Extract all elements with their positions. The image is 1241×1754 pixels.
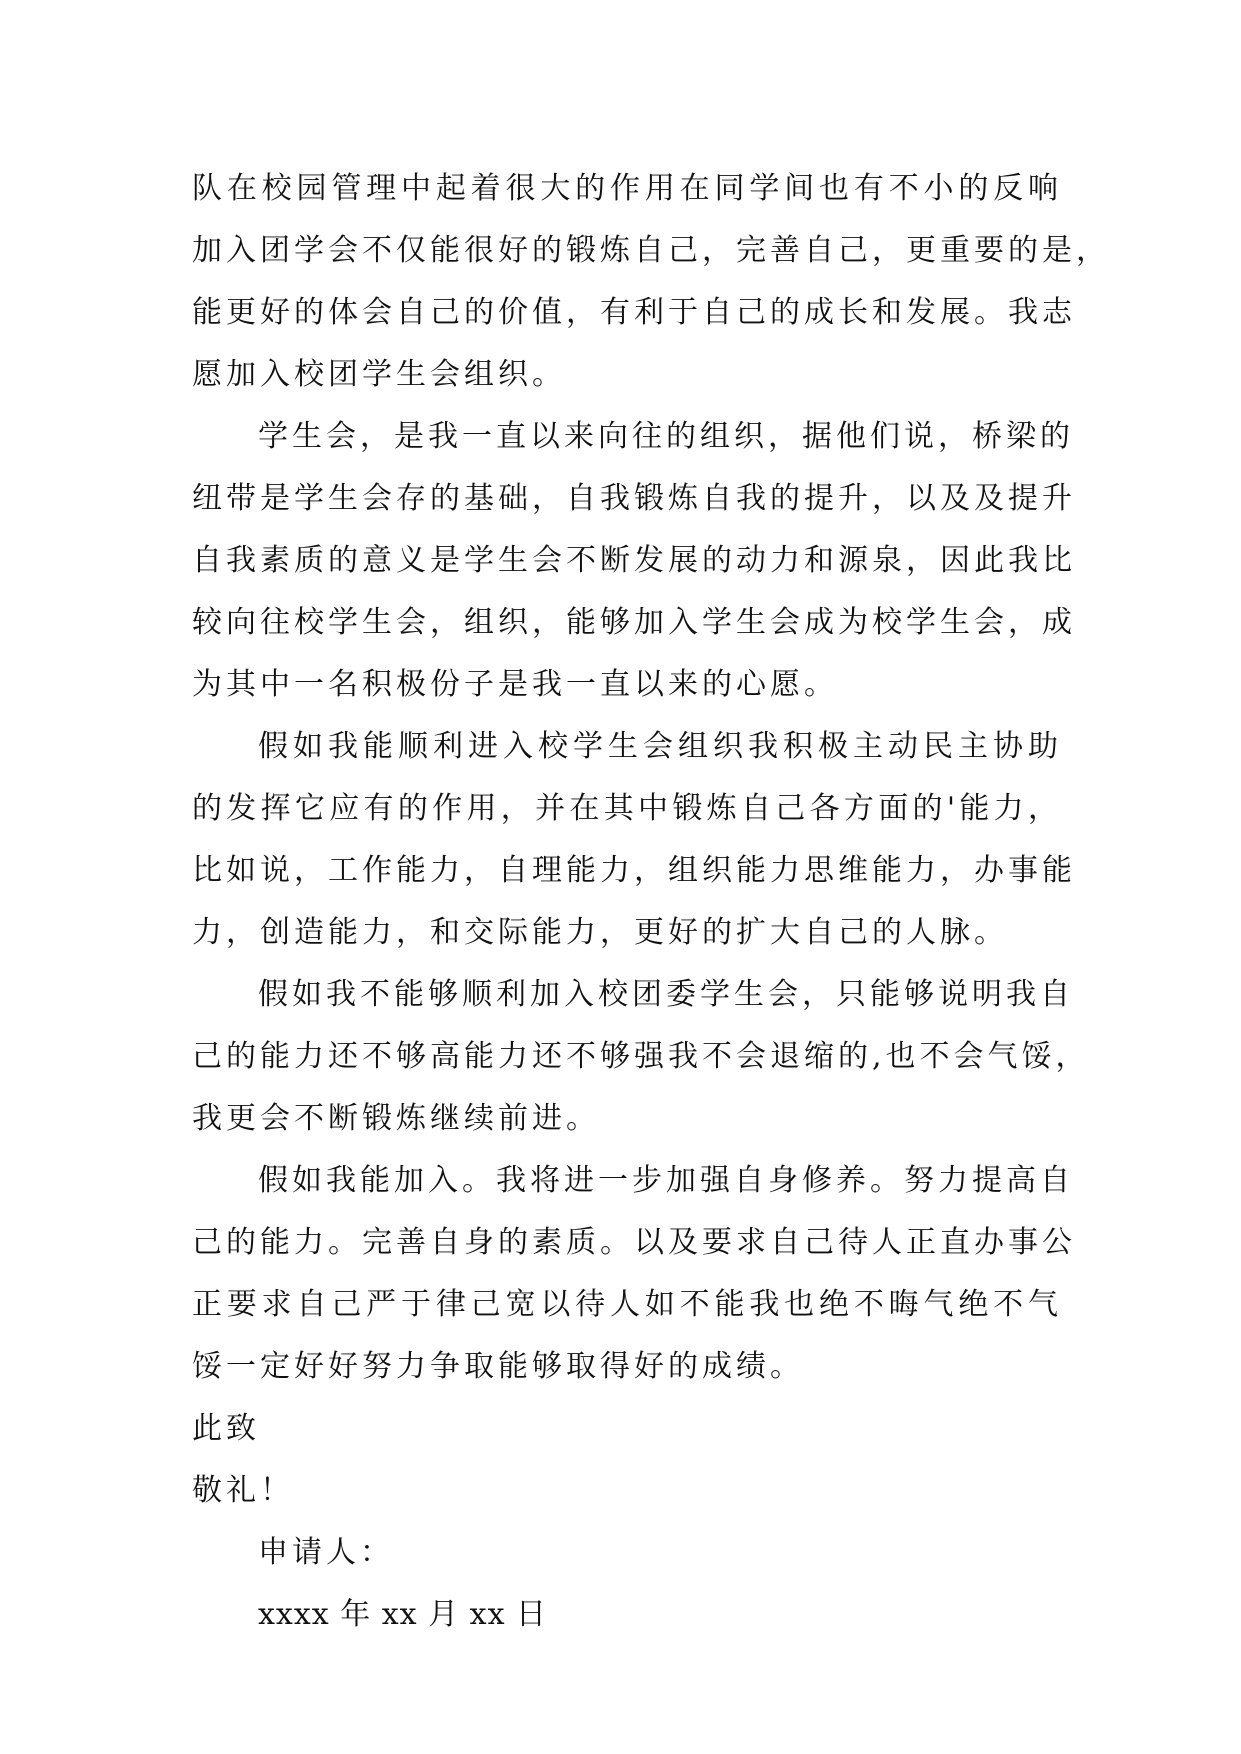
text-line: 己的能力。完善自身的素质。以及要求自己待人正直办事公	[192, 1225, 1076, 1260]
paragraph-5	[192, 1150, 1076, 1398]
text-line: 自我素质的意义是学生会不断发展的动力和源泉，因此我比	[192, 543, 1076, 578]
text-line: 愿加入校团学生会组织。	[192, 357, 566, 392]
salutation-jingli: 敬礼！	[192, 1473, 294, 1508]
text-line: 假如我能顺利进入校学生会组织我积极主动民主协助	[258, 729, 1062, 764]
text-line: 的发挥它应有的作用，并在其中锻炼自己各方面的'能力，	[192, 791, 1062, 826]
letter-closing	[192, 1398, 1062, 1646]
applicant-label: 申请人：	[258, 1535, 394, 1570]
paragraph-3	[192, 716, 1076, 964]
paragraph-4	[192, 964, 1090, 1150]
salutation-cizhi: 此致	[192, 1411, 260, 1446]
text-line: 学生会，是我一直以来向往的组织，据他们说，桥梁的	[258, 419, 1074, 454]
text-line: 队在校园管理中起着很大的作用在同学间也有不小的反响	[192, 171, 1062, 206]
text-line: 加入团学会不仅能很好的锻炼自己，完善自己，更重要的是，	[192, 233, 1110, 268]
text-line: 馁一定好好努力争取能够取得好的成绩。	[192, 1349, 804, 1384]
paragraph-1	[192, 158, 1110, 406]
text-line: 能更好的体会自己的价值，有利于自己的成长和发展。我志	[192, 295, 1076, 330]
date-line: xxxx 年 xx 月 xx 日	[258, 1597, 548, 1632]
text-line: 纽带是学生会存的基础，自我锻炼自我的提升，以及及提升	[192, 481, 1076, 516]
text-line: 比如说，工作能力，自理能力，组织能力思维能力，办事能	[192, 853, 1076, 888]
text-line: 假如我不能够顺利加入校团委学生会，只能够说明我自	[258, 977, 1074, 1012]
letter-body	[192, 158, 1110, 1646]
text-line: 假如我能加入。我将进一步加强自身修养。努力提高自	[258, 1163, 1074, 1198]
text-line: 较向往校学生会，组织，能够加入学生会成为校学生会，成	[192, 605, 1076, 640]
text-line: 力，创造能力，和交际能力，更好的扩大自己的人脉。	[192, 915, 1008, 950]
text-line: 己的能力还不够高能力还不够强我不会退缩的,也不会气馁，	[192, 1039, 1090, 1074]
text-line: 正要求自己严于律己宽以待人如不能我也绝不晦气绝不气	[192, 1287, 1062, 1322]
text-line: 我更会不断锻炼继续前进。	[192, 1101, 600, 1136]
paragraph-2	[192, 406, 1076, 716]
text-line: 为其中一名积极份子是我一直以来的心愿。	[192, 667, 838, 702]
